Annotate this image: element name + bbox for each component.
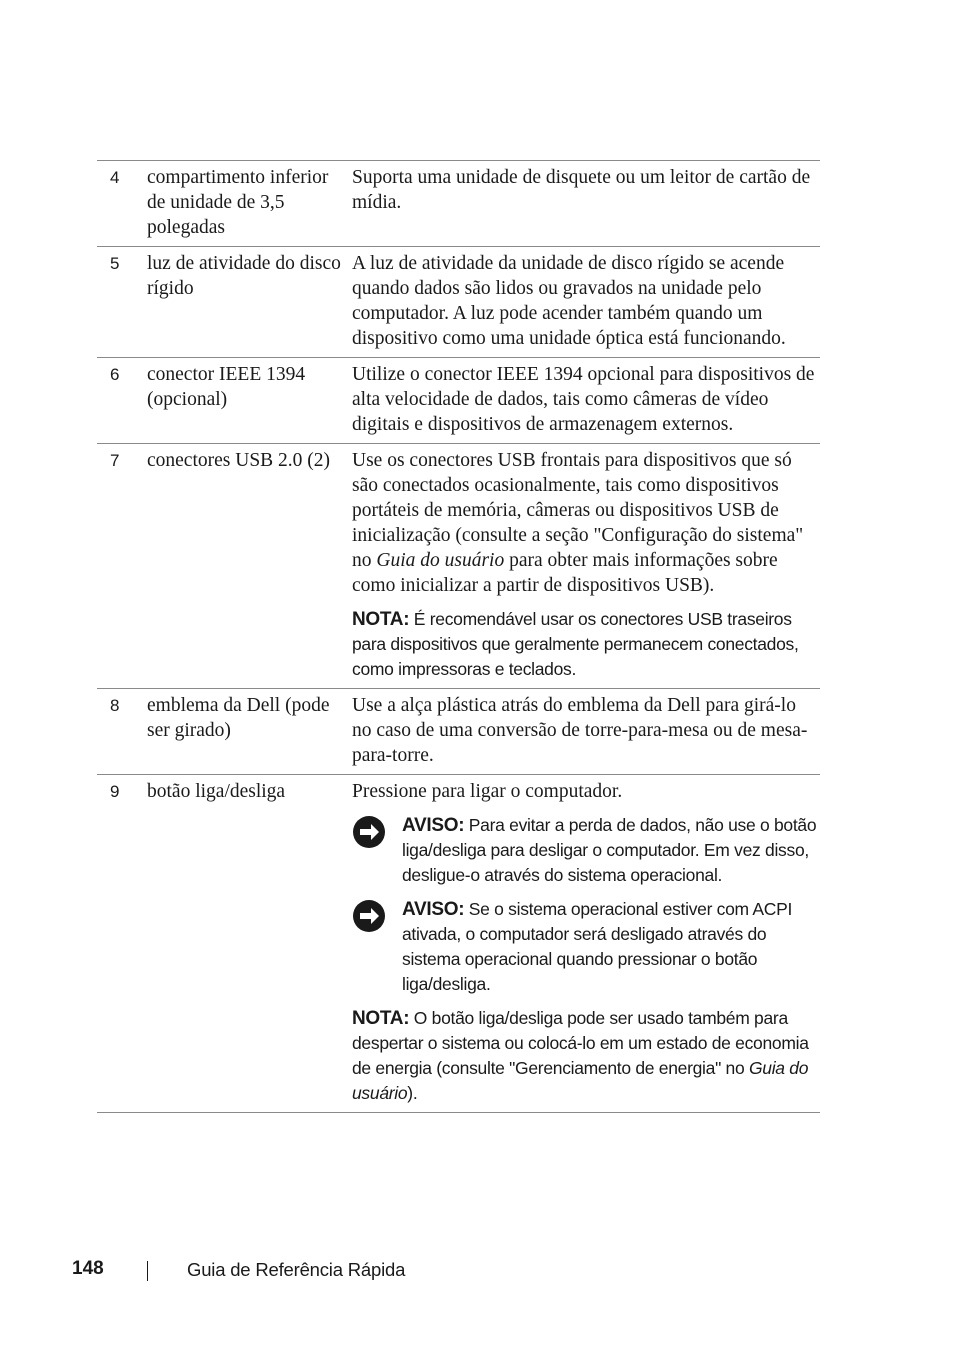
warning: AVISO: Para evitar a perda de dados, não use o botão liga/desliga para desligar o computador. Em vez disso, desligue-o através do sistema operacional. <box>352 813 820 888</box>
component-description: A luz de atividade da unidade de disco rígido se acende quando dados são lidos ou gravados na unidade pelo computador. A luz pode acender também quando um dispositivo como uma unidade óptica está funcionando. <box>352 253 786 349</box>
component-description: Use a alça plástica atrás do emblema da Dell para girá-lo no caso de uma conversão de torre-para-mesa ou de mesa-para-torre. <box>352 695 808 766</box>
warning-label: AVISO: <box>402 899 465 920</box>
component-description: Suporta uma unidade de disquete ou um leitor de cartão de mídia. <box>352 167 811 213</box>
component-name: conectores USB 2.0 (2) <box>147 450 331 471</box>
component-description: Use os conectores USB frontais para dispositivos que só são conectados ocasionalmente, tais como dispositivos portáteis de memória, câmeras ou dispositivos USB de inicialização (consulte a seção "Configuração do sistema" no Guia do usuário para obter mais informações sobre como inicializar a partir de dispositivos USB). NOTA: É recomendável usar os conectores USB traseiros para dispositivos que geralmente permanecem conectados, como impressoras e teclados. <box>352 448 820 682</box>
note: NOTA: O botão liga/desliga pode ser usado também para despertar o sistema ou colocá-lo em um estado de economia de energia (consulte "Gerenciamento de energia" no Guia do usuário). <box>352 1008 809 1103</box>
component-name: botão liga/desliga <box>147 781 286 802</box>
component-name: luz de atividade do disco rígido <box>147 253 341 299</box>
table-row <box>97 247 820 358</box>
component-description: Utilize o conector IEEE 1394 opcional para dispositivos de alta velocidade de dados, tais como câmeras de vídeo digitais e dispositivos de armazenagem externos. <box>352 364 815 435</box>
row-number: 8 <box>110 696 120 715</box>
row-number: 5 <box>110 254 120 273</box>
row-number: 9 <box>110 782 120 801</box>
table-row <box>97 161 820 247</box>
guide-reference: Guia do usuário <box>352 1058 809 1103</box>
note-label: NOTA: <box>352 609 410 630</box>
row-number: 6 <box>110 365 120 384</box>
table-row <box>97 775 820 1113</box>
table-row <box>97 358 820 444</box>
component-name: emblema da Dell (pode ser girado) <box>147 695 330 741</box>
component-description: Pressione para ligar o computador. AVISO: Para evitar a perda de dados, não use o botão liga/desliga para desligar o computador. Em vez disso, desligue-o através do sistema operacional. AVISO: Se o sistema operacional estiver com ACPI ativada, o computador será desligado através do sistema operacional quando pressionar o botão liga/desliga. NOTA: O botão liga/desliga pode ser usado também para despertar o sistema ou colocá-lo em um estado de economia de energia (consulte "Gerenciamento de energia" no Guia do usuário). <box>352 779 820 1106</box>
guide-reference: Guia do usuário <box>376 550 505 571</box>
warning-label: AVISO: <box>402 815 465 836</box>
notice-icon <box>352 813 402 888</box>
row-number: 7 <box>110 451 120 470</box>
warning: AVISO: Se o sistema operacional estiver com ACPI ativada, o computador será desligado através do sistema operacional quando pressionar o botão liga/desliga. <box>352 897 820 997</box>
table-row <box>97 444 820 689</box>
page-footer <box>72 1258 572 1284</box>
footer-title: Guia de Referência Rápida <box>187 1259 406 1280</box>
components-table <box>97 160 820 1113</box>
notice-icon <box>352 897 402 997</box>
note-label: NOTA: <box>352 1008 410 1029</box>
note: NOTA: É recomendável usar os conectores USB traseiros para dispositivos que geralmente permanecem conectados, como impressoras e teclados. <box>352 609 799 679</box>
footer-divider <box>147 1261 148 1281</box>
table-row <box>97 689 820 775</box>
component-name: compartimento inferior de unidade de 3,5 polegadas <box>147 167 329 238</box>
component-name: conector IEEE 1394 (opcional) <box>147 364 306 410</box>
page-number: 148 <box>72 1258 104 1279</box>
row-number: 4 <box>110 168 120 187</box>
